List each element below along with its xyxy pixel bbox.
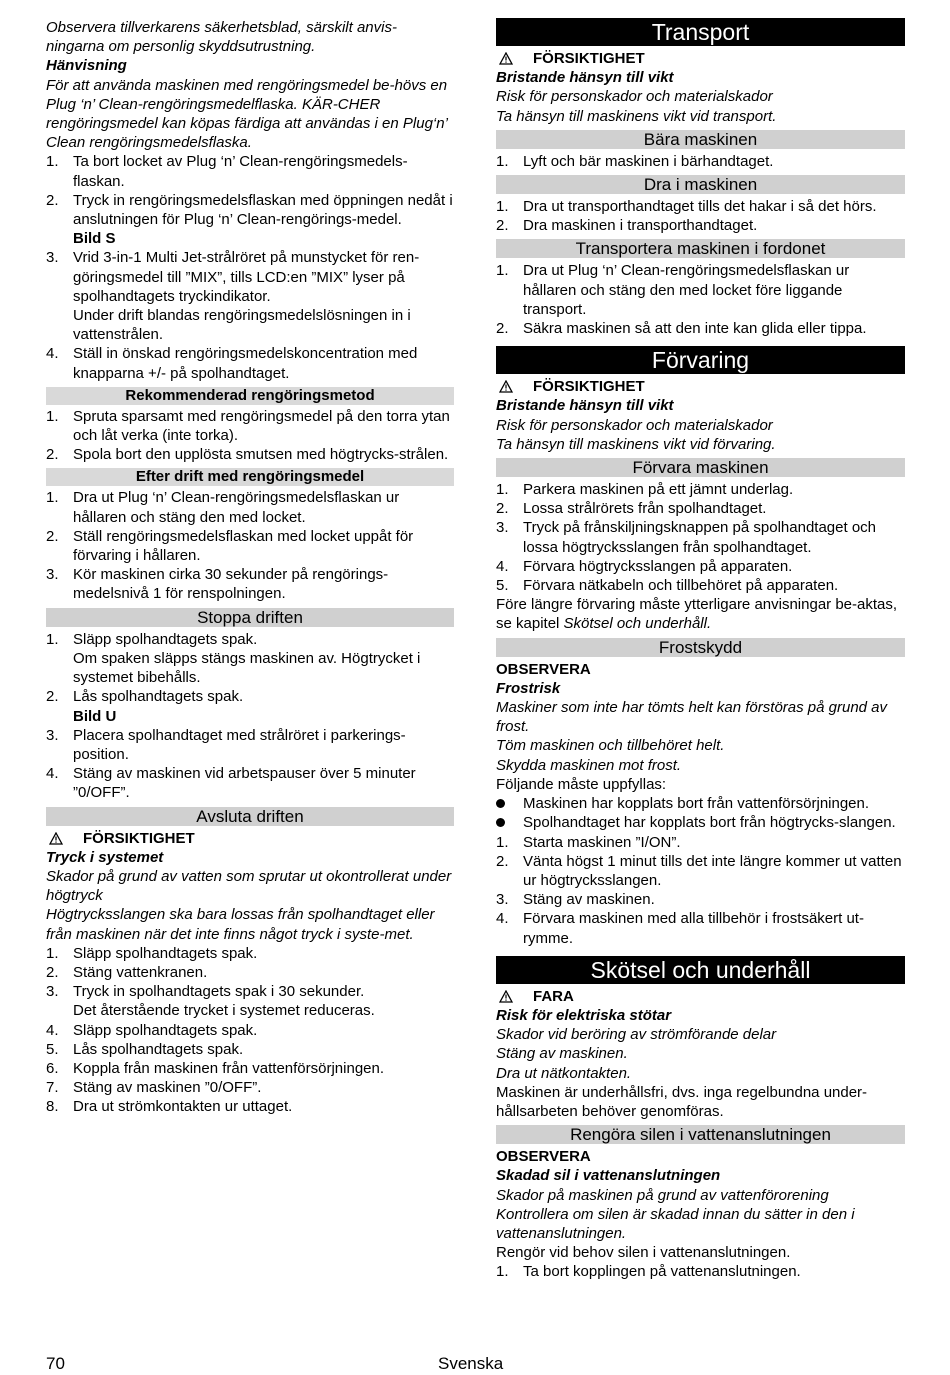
list-item xyxy=(496,909,905,947)
list-item xyxy=(46,944,454,963)
list-item xyxy=(496,480,905,499)
item-number: 3. xyxy=(496,519,509,537)
item-text: Koppla från maskinen från vattenförsörjningen. xyxy=(73,1059,385,1077)
item-text: Lossa strålrörets från spolhandtaget. xyxy=(523,500,767,518)
item-number: 2. xyxy=(46,446,59,464)
item-text: Ställ in önskad rengöringsmedelskoncentration med knapparna +/- på spolhandtaget. xyxy=(73,345,418,382)
item-number: 1. xyxy=(46,630,59,648)
footer-language: Svenska xyxy=(438,1354,504,1373)
vehicle-heading: Transportera maskinen i fordonet xyxy=(496,239,905,258)
warning-subtitle: Risk för elektriska stötar xyxy=(496,1006,672,1024)
list-item xyxy=(496,833,905,852)
rec-method-heading: Rekommenderad rengöringsmetod xyxy=(46,387,454,405)
item-extra: Om spaken släpps stängs maskinen av. Högtrycket i systemet bibehålls. xyxy=(73,649,421,687)
item-text: Ta bort kopplingen på vattenanslutningen. xyxy=(523,1263,801,1281)
warning-line: Stäng av maskinen. xyxy=(496,1045,628,1063)
item-text: Dra ut strömkontakten ur uttaget. xyxy=(73,1098,293,1116)
warning-text: FÖRSIKTIGHET xyxy=(533,50,645,67)
list-item xyxy=(496,152,905,171)
item-number: 2. xyxy=(46,191,59,209)
warning-subtitle: Tryck i systemet xyxy=(46,848,164,866)
item-text: Spruta sparsamt med rengöringsmedel på den torra ytan och låt verka (inte torka). xyxy=(73,407,450,445)
item-text: Släpp spolhandtagets spak. xyxy=(73,630,258,648)
item-text: Kör maskinen cirka 30 sekunder på rengörings-medelsnivå 1 för renspolningen. xyxy=(73,566,389,603)
warning-line: Risk för personskador och materialskador xyxy=(496,88,773,106)
item-number: 2. xyxy=(496,500,509,518)
warning-line: Skador vid beröring av strömförande delar xyxy=(496,1026,777,1044)
item-text: Förvara högtrycksslangen på apparaten. xyxy=(523,557,793,575)
bullet-icon xyxy=(496,799,505,808)
item-number: 2. xyxy=(46,963,59,981)
item-number: 2. xyxy=(46,688,59,706)
item-text: Släpp spolhandtagets spak. xyxy=(73,944,258,962)
left-column xyxy=(46,18,454,1117)
item-text: Dra ut Plug ‘n’ Clean-rengöringsmedelsflaskan ur hållaren och stäng den med locket. xyxy=(73,489,400,526)
item-number: 1. xyxy=(496,481,509,499)
item-number: 1. xyxy=(496,198,509,216)
warning-triangle-icon xyxy=(499,380,513,393)
list-item xyxy=(496,261,905,319)
warning-label xyxy=(46,829,454,848)
item-number: 2. xyxy=(46,527,59,545)
item-text: Stäng av maskinen vid arbetspauser över 5 minuter ”0/OFF”. xyxy=(73,765,416,802)
item-number: 3. xyxy=(46,566,59,584)
warning-line: Risk för personskador och materialskador xyxy=(496,416,773,434)
warning-line: Skador på grund av vatten som sprutar ut okontrollerat under högtryck xyxy=(46,867,452,905)
item-number: 1. xyxy=(496,833,509,851)
item-number: 2. xyxy=(496,852,509,870)
notice-line: Skydda maskinen mot frost. xyxy=(496,756,682,774)
item-number: 4. xyxy=(46,345,59,363)
item-number: 4. xyxy=(46,765,59,783)
list-item xyxy=(46,527,454,565)
list-item xyxy=(46,152,454,190)
item-text: Säkra maskinen så att den inte kan glida eller tippa. xyxy=(523,320,867,338)
warning-triangle-icon xyxy=(49,832,63,845)
notice-subtitle: Skadad sil i vattenanslutningen xyxy=(496,1167,721,1185)
list-item xyxy=(46,1078,454,1097)
item-number: 1. xyxy=(46,407,59,425)
list-item xyxy=(46,963,454,982)
danger-label xyxy=(496,987,905,1006)
list-item xyxy=(496,499,905,518)
hint-title: Hänvisning xyxy=(46,57,127,75)
list-item xyxy=(46,726,454,764)
list-item xyxy=(46,687,454,706)
danger-text: FARA xyxy=(533,987,574,1005)
item-number: 6. xyxy=(46,1059,59,1077)
item-text: Starta maskinen ”I/ON”. xyxy=(523,833,681,851)
list-item xyxy=(46,248,454,306)
after-heading: Efter drift med rengöringsmedel xyxy=(46,468,454,486)
item-number: 1. xyxy=(496,262,509,280)
warning-label xyxy=(496,377,905,396)
warning-line: Ta hänsyn till maskinens vikt vid förvaring. xyxy=(496,435,776,453)
figure-ref: Bild S xyxy=(73,230,116,248)
list-item xyxy=(46,445,454,464)
intro-note: Observera tillverkarens säkerhetsblad, särskilt anvis-ningarna om personlig skyddsutrustning. xyxy=(46,19,397,56)
notice-label: OBSERVERA xyxy=(496,1148,591,1166)
end-heading: Avsluta driften xyxy=(46,807,454,826)
list-item xyxy=(496,518,905,556)
item-number: 4. xyxy=(496,557,509,575)
item-text: Lyft och bär maskinen i bärhandtaget. xyxy=(523,152,774,170)
item-text: Stäng vattenkranen. xyxy=(73,963,208,981)
list-item xyxy=(46,1059,454,1078)
item-number: 1. xyxy=(46,489,59,507)
item-text: Stäng av maskinen. xyxy=(523,891,655,909)
item-number: 4. xyxy=(496,910,509,928)
notice-label: OBSERVERA xyxy=(496,660,591,678)
item-text: Dra maskinen i transporthandtaget. xyxy=(523,217,758,235)
item-number: 4. xyxy=(46,1021,59,1039)
store-note-text: Före längre förvaring måste ytterligare anvisningar be-aktas, se kapitel xyxy=(496,596,898,633)
right-column xyxy=(496,18,905,1282)
storage-heading: Förvaring xyxy=(496,346,905,374)
item-number: 1. xyxy=(46,944,59,962)
warning-label xyxy=(496,49,905,68)
list-item xyxy=(46,565,454,603)
warning-text: FÖRSIKTIGHET xyxy=(533,378,645,396)
warning-line: Ta hänsyn till maskinens vikt vid transport. xyxy=(496,107,777,125)
steps-intro-list xyxy=(46,152,454,382)
item-text: Parkera maskinen på ett jämnt underlag. xyxy=(523,481,794,499)
warning-line: Dra ut nätkontakten. xyxy=(496,1064,632,1082)
list-item xyxy=(46,764,454,802)
list-item xyxy=(496,216,905,235)
item-number: 3. xyxy=(46,983,59,1001)
sieve-heading: Rengöra silen i vattenanslutningen xyxy=(496,1125,905,1144)
warning-triangle-icon xyxy=(499,990,513,1003)
warning-subtitle: Bristande hänsyn till vikt xyxy=(496,397,674,415)
list-item xyxy=(46,1040,454,1059)
list-item xyxy=(46,191,454,229)
item-number: 5. xyxy=(46,1040,59,1058)
chapter-reference: Skötsel och underhåll. xyxy=(563,615,712,633)
item-number: 3. xyxy=(46,249,59,267)
list-item xyxy=(496,576,905,595)
item-text: Förvara maskinen med alla tillbehör i frostsäkert ut-rymme. xyxy=(523,910,864,947)
stop-heading: Stoppa driften xyxy=(46,608,454,627)
list-item xyxy=(46,1021,454,1040)
notice-line: Skador på maskinen på grund av vattenförorening xyxy=(496,1186,829,1204)
list-item xyxy=(46,344,454,382)
warning-line: Högtrycksslangen ska bara lossas från spolhandtaget eller från maskinen när det inte finns något tryck i syste-met. xyxy=(46,906,435,943)
store-note xyxy=(496,595,905,633)
warning-subtitle: Bristande hänsyn till vikt xyxy=(496,69,674,87)
item-text: Förvara nätkabeln och tillbehöret på apparaten. xyxy=(523,577,839,595)
list-item xyxy=(496,1262,905,1281)
item-extra: Det återstående trycket i systemet reduceras. xyxy=(73,1002,375,1020)
item-number: 1. xyxy=(496,1263,509,1281)
item-number: 7. xyxy=(46,1079,59,1097)
item-text: Tryck på frånskiljningsknappen på spolhandtaget och lossa högtrycksslangen från spolhandtaget. xyxy=(523,519,876,556)
list-item xyxy=(496,319,905,338)
item-text: Tryck in rengöringsmedelsflaskan med öppningen nedåt i anslutningen för Plug ‘n’ Clean-rengörings-medel. xyxy=(73,191,453,229)
item-number: 2. xyxy=(496,217,509,235)
list-item xyxy=(46,630,454,649)
notice-line: Maskiner som inte har tömts helt kan förstöras på grund av frost. xyxy=(496,699,888,736)
item-number: 1. xyxy=(496,152,509,170)
item-text: Dra ut transporthandtaget tills det hakar i så det hörs. xyxy=(523,198,877,216)
list-item xyxy=(46,982,454,1001)
page-number: 70 xyxy=(46,1354,65,1373)
item-text: Ställ rengöringsmedelsflaskan med locket uppåt för förvaring i hållaren. xyxy=(73,527,414,565)
item-number: 2. xyxy=(496,320,509,338)
frost-heading: Frostskydd xyxy=(496,638,905,657)
bullet-text: Maskinen har kopplats bort från vattenförsörjningen. xyxy=(523,795,870,813)
item-number: 3. xyxy=(46,726,59,744)
item-text: Vänta högst 1 minut tills det inte längre kommer ut vatten ur högtrycksslangen. xyxy=(523,852,902,889)
warning-text: FÖRSIKTIGHET xyxy=(83,829,195,847)
item-text: Stäng av maskinen ”0/OFF”. xyxy=(73,1079,262,1097)
bullet-item xyxy=(496,813,905,832)
notice-subtitle: Frostrisk xyxy=(496,679,561,697)
bullet-text: Spolhandtaget har kopplats bort från högtrycks-slangen. xyxy=(523,814,896,832)
item-number: 1. xyxy=(46,153,59,171)
item-text: Lås spolhandtagets spak. xyxy=(73,688,244,706)
store-heading: Förvara maskinen xyxy=(496,458,905,477)
list-item xyxy=(46,488,454,526)
list-item xyxy=(496,197,905,216)
item-text: Släpp spolhandtagets spak. xyxy=(73,1021,258,1039)
bullet-icon xyxy=(496,818,505,827)
item-number: 3. xyxy=(496,891,509,909)
list-item xyxy=(496,890,905,909)
item-text: Lås spolhandtagets spak. xyxy=(73,1040,244,1058)
item-extra: Under drift blandas rengöringsmedelslösningen in i vattenstrålen. xyxy=(73,307,411,344)
item-text: Dra ut Plug ‘n’ Clean-rengöringsmedelsflaskan ur hållaren och stäng den med locket före liggande transport. xyxy=(523,262,850,318)
item-text: Vrid 3-in-1 Multi Jet-strålröret på munstycket för ren-göringsmedel till ”MIX”, tills LCD:en ”MIX” lyser på spolhandtagets tryckindikator. xyxy=(73,249,420,305)
item-text: Placera spolhandtaget med strålröret i parkerings-position. xyxy=(73,726,406,763)
transport-heading: Transport xyxy=(496,18,905,46)
hint-text: För att använda maskinen med rengöringsmedel be-hövs en Plug ‘n’ Clean-rengöringsmedelflaska. KÄR-CHER rengöringsmedel kan köpas färdiga att användas i en Plug‘n’ Clean rengöringsmedelsflaska. xyxy=(46,76,448,152)
list-item xyxy=(496,852,905,890)
care-text: Maskinen är underhållsfri, dvs. inga regelbundna under-hållsarbeten behöver genomföras. xyxy=(496,1083,868,1120)
item-number: 8. xyxy=(46,1098,59,1116)
carry-heading: Bära maskinen xyxy=(496,130,905,149)
pull-heading: Dra i maskinen xyxy=(496,175,905,194)
item-text: Ta bort locket av Plug ‘n’ Clean-rengöringsmedels-flaskan. xyxy=(73,153,408,190)
list-item xyxy=(46,1097,454,1116)
item-number: 5. xyxy=(496,577,509,595)
list-item xyxy=(496,557,905,576)
sieve-text: Rengör vid behov silen i vattenanslutningen. xyxy=(496,1244,791,1262)
notice-line: Töm maskinen och tillbehöret helt. xyxy=(496,737,725,755)
bullet-item xyxy=(496,794,905,813)
care-heading: Skötsel och underhåll xyxy=(496,956,905,984)
item-text: Spola bort den upplösta smutsen med högtrycks-strålen. xyxy=(73,446,449,464)
notice-line: Kontrollera om silen är skadad innan du sätter in den i vattenanslutningen. xyxy=(496,1205,855,1242)
figure-ref: Bild U xyxy=(73,707,117,725)
warning-triangle-icon xyxy=(499,52,513,65)
item-text: Tryck in spolhandtagets spak i 30 sekunder. xyxy=(73,983,365,1001)
conditions-intro: Följande måste uppfyllas: xyxy=(496,775,667,793)
list-item xyxy=(46,407,454,445)
